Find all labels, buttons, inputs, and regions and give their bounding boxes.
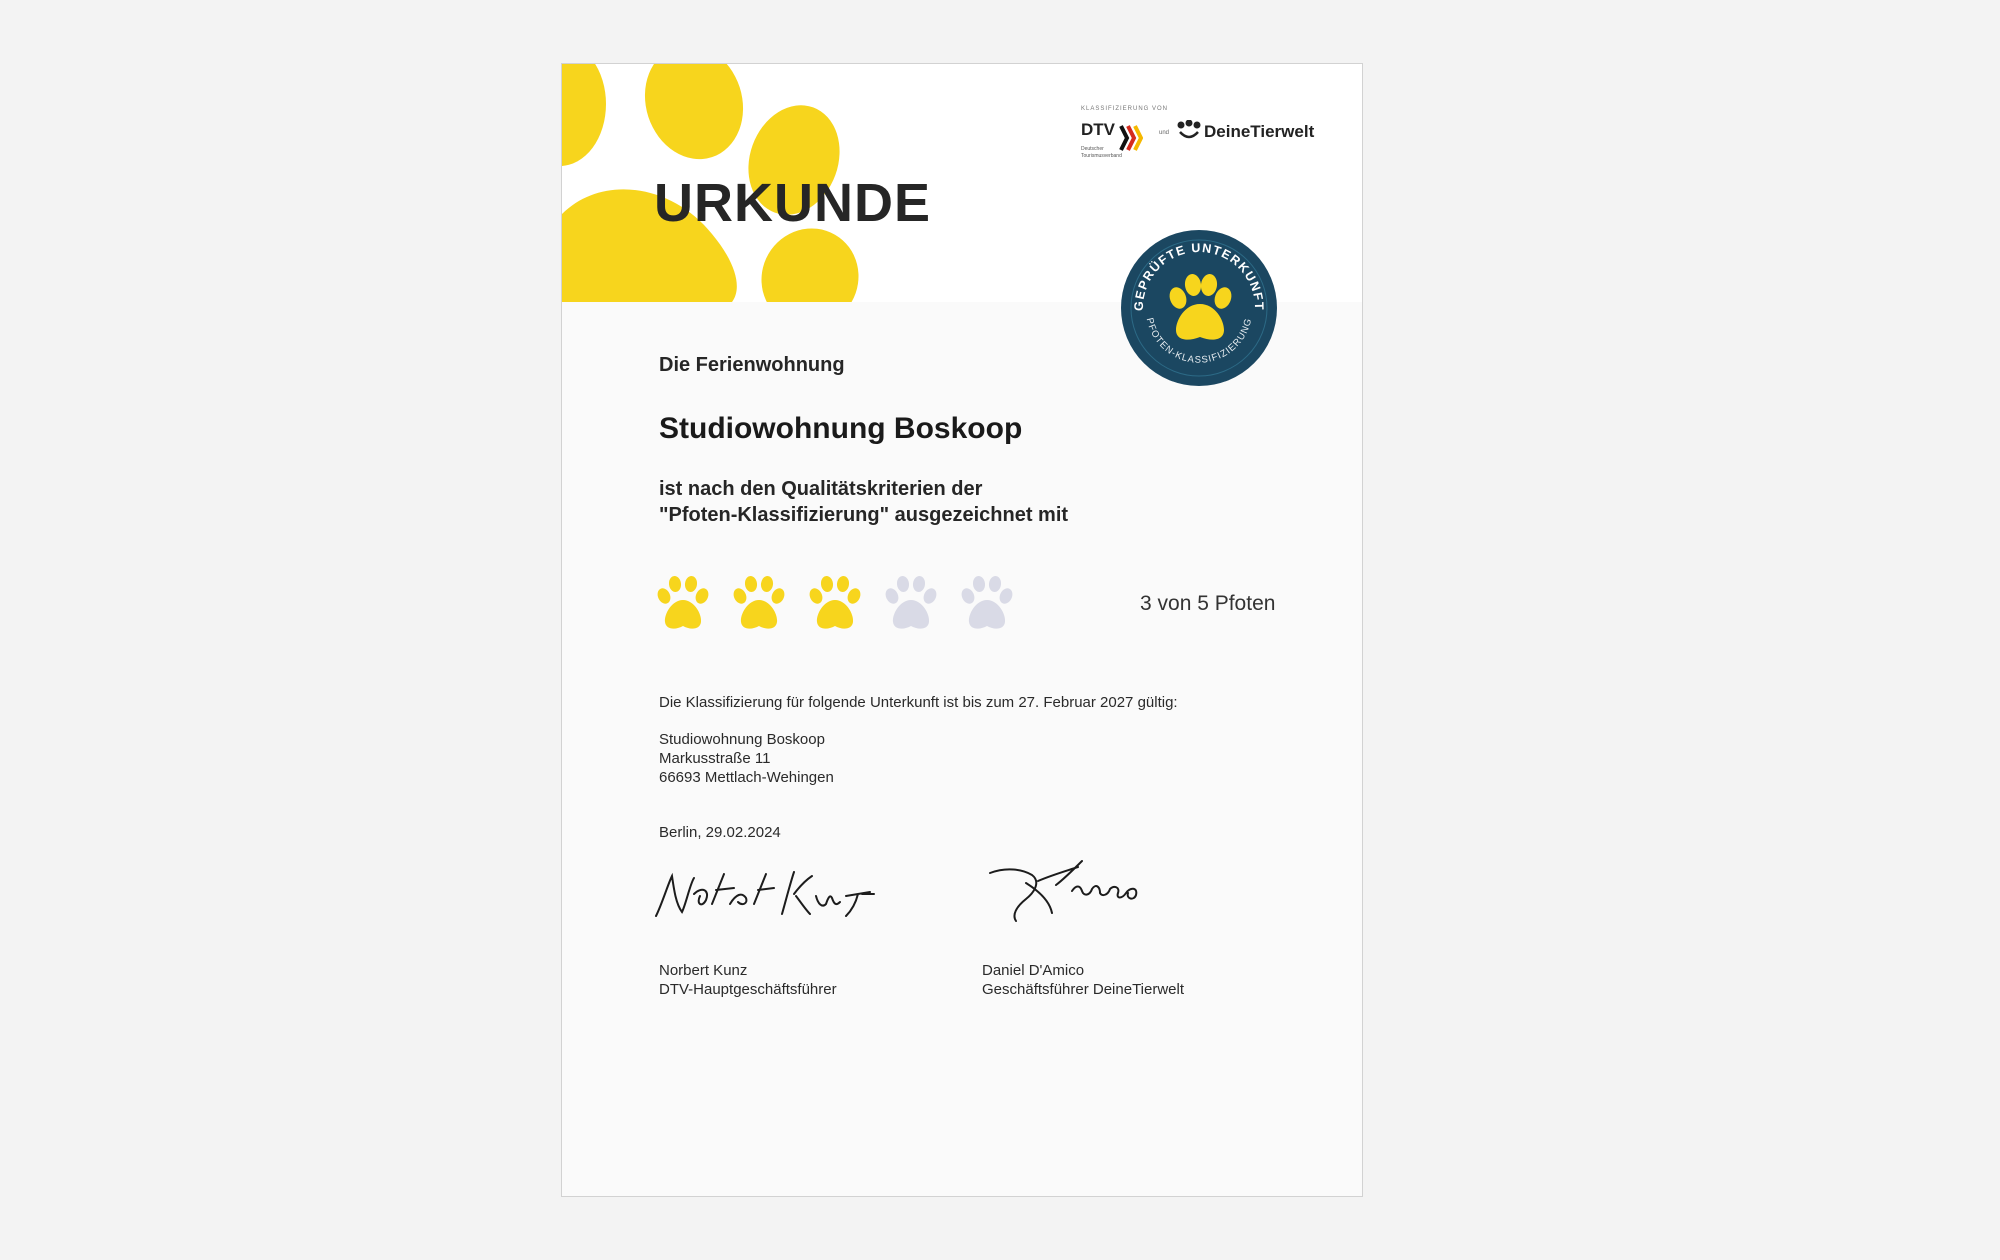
paw-icon-empty: [880, 572, 942, 634]
signatory-1: [659, 961, 837, 999]
signature-daniel-damico: [986, 857, 1156, 927]
address-line: 66693 Mettlach-Wehingen: [659, 769, 834, 786]
paw-icon-empty: [956, 572, 1018, 634]
signatory-2: [982, 961, 1184, 999]
certificate-document: [561, 63, 1363, 1197]
deinetierwelt-icon: [1176, 120, 1202, 142]
seal-top-text: GEPRÜFTE UNTERKUNFT: [1131, 240, 1267, 312]
signatory-role: DTV-Hauptgeschäftsführer: [659, 981, 837, 998]
paw-icon-filled: [652, 572, 714, 634]
page-title: URKUNDE: [654, 173, 931, 233]
description-line: ist nach den Qualitätskriterien der: [659, 478, 983, 500]
validity-text: Die Klassifizierung für folgende Unterkunft ist bis zum 27. Februar 2027 gültig:: [659, 694, 1178, 711]
signatory-role: Geschäftsführer DeineTierwelt: [982, 981, 1185, 998]
signature-norbert-kunz: [650, 864, 880, 924]
dtv-subtitle: Deutscher Tourismusverband: [1081, 146, 1122, 159]
signatory-name: Norbert Kunz: [659, 962, 748, 979]
paw-icon-filled: [728, 572, 790, 634]
verified-seal-badge: [1119, 228, 1279, 388]
deinetierwelt-logo: [1176, 120, 1346, 144]
paw-icon-filled: [804, 572, 866, 634]
dtv-logo: [1081, 120, 1151, 168]
description-line: "Pfoten-Klassifizierung" ausgezeichnet mit: [659, 504, 1069, 526]
intro-text: Die Ferienwohnung: [659, 354, 845, 376]
place-date: Berlin, 29.02.2024: [659, 824, 781, 841]
and-label: und: [1159, 130, 1170, 136]
address-block: [659, 730, 834, 787]
brand-logos: [1081, 106, 1341, 178]
address-line: Markusstraße 11: [659, 750, 771, 767]
seal-bottom-text: PFOTEN-KLASSIFIZIERUNG: [1143, 316, 1255, 366]
brand-caption: KLASSIFIZIERUNG VON: [1081, 106, 1169, 112]
rating-label: 3 von 5 Pfoten: [1140, 592, 1276, 615]
signatory-name: Daniel D'Amico: [982, 962, 1085, 979]
dtv-wordmark: DTV: [1081, 120, 1115, 139]
deinetierwelt-wordmark: DeineTierwelt: [1204, 122, 1315, 141]
description: [659, 476, 1068, 528]
address-line: Studiowohnung Boskoop: [659, 731, 825, 748]
paw-rating: [652, 572, 1276, 636]
property-name: Studiowohnung Boskoop: [659, 412, 1023, 445]
